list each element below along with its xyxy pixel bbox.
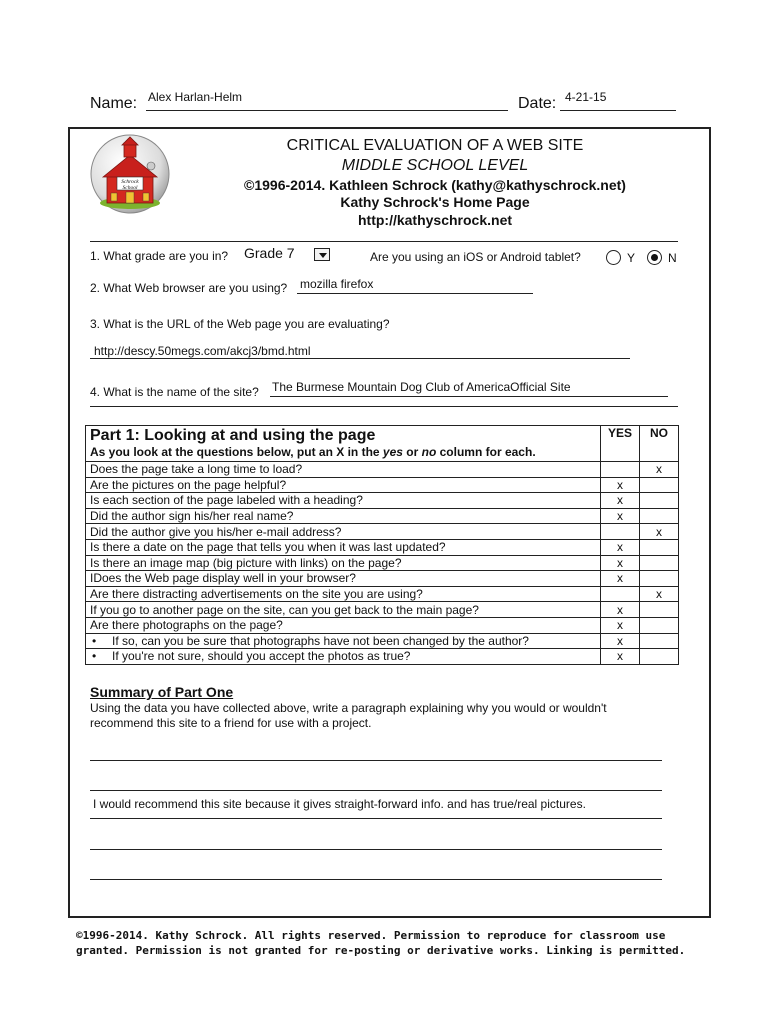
yes-cell[interactable] xyxy=(601,462,640,478)
question-text: Are there photographs on the page? xyxy=(90,618,283,633)
question-text: If so, can you be sure that photographs have not been changed by the author? xyxy=(112,633,529,648)
table-row xyxy=(86,586,679,602)
question-cell xyxy=(86,555,601,571)
instructions-no: no xyxy=(421,445,437,459)
table-row xyxy=(86,555,679,571)
question-text: Are the pictures on the page helpful? xyxy=(90,477,287,492)
summary-line-5 xyxy=(90,879,662,880)
title-line-1: CRITICAL EVALUATION OF A WEB SITE xyxy=(286,137,584,154)
table-row xyxy=(86,477,679,493)
url-line: http://kathyschrock.net xyxy=(357,212,513,228)
table-row xyxy=(86,462,679,478)
yes-cell[interactable]: x xyxy=(601,617,640,633)
yes-cell[interactable]: x xyxy=(601,477,640,493)
yes-column-header: YES xyxy=(601,426,640,462)
part1-table xyxy=(85,425,679,665)
yes-cell[interactable]: x xyxy=(601,539,640,555)
table-row xyxy=(86,617,679,633)
summary-line-4 xyxy=(90,849,662,850)
yes-cell[interactable]: x xyxy=(601,602,640,618)
question-cell xyxy=(86,493,601,509)
q3-label: 3. What is the URL of the Web page you are evaluating? xyxy=(90,317,390,331)
name-value[interactable]: Alex Harlan-Helm xyxy=(148,90,243,104)
tablet-yes-label: Y xyxy=(627,251,636,265)
question-cell xyxy=(86,462,601,478)
no-cell[interactable] xyxy=(640,602,679,618)
name-label: Name: xyxy=(90,95,138,112)
table-row xyxy=(86,524,679,540)
date-underline xyxy=(560,110,676,111)
homepage-line: Kathy Schrock's Home Page xyxy=(340,194,530,210)
no-cell[interactable] xyxy=(640,649,679,665)
url-input-value[interactable]: http://descy.50megs.com/akcj3/bmd.html xyxy=(94,344,311,358)
no-column-header: NO xyxy=(640,426,679,462)
date-value[interactable]: 4-21-15 xyxy=(565,90,607,104)
summary-heading: Summary of Part One xyxy=(90,684,234,700)
tablet-no-label: N xyxy=(668,251,677,265)
part1-header-row xyxy=(86,426,679,462)
table-row xyxy=(86,508,679,524)
tablet-question-label: Are you using an iOS or Android tablet? xyxy=(370,250,581,264)
part1-heading: Part 1: Looking at and using the page xyxy=(90,427,376,444)
yes-cell[interactable]: x xyxy=(601,555,640,571)
yes-cell[interactable]: x xyxy=(601,571,640,587)
question-cell xyxy=(86,586,601,602)
logo-text-line1: Schrock xyxy=(121,179,139,185)
table-row xyxy=(86,649,679,665)
question-text: Did the author give you his/her e-mail address? xyxy=(90,524,342,539)
table-row xyxy=(86,539,679,555)
question-text: Are there distracting advertisements on the site you are using? xyxy=(90,587,423,602)
logo-text-line2: School xyxy=(122,185,138,191)
question-text: Is there an image map (big picture with links) on the page? xyxy=(90,555,402,570)
tablet-no-radio[interactable] xyxy=(647,250,662,265)
name-underline xyxy=(146,110,508,111)
yes-cell[interactable]: x xyxy=(601,649,640,665)
table-row xyxy=(86,633,679,649)
footer-copyright: ©1996-2014. Kathy Schrock. All rights reserved. Permission to reproduce for classroom use granted. Permission is not granted for re-posting or derivative works. Linking is permitted. xyxy=(76,929,686,957)
bullet-icon: • xyxy=(92,633,97,648)
yes-cell[interactable]: x xyxy=(601,508,640,524)
question-cell xyxy=(86,571,601,587)
section-divider xyxy=(90,406,678,407)
no-cell[interactable] xyxy=(640,633,679,649)
yes-cell[interactable] xyxy=(601,586,640,602)
summary-line-2 xyxy=(90,790,662,791)
question-cell xyxy=(86,477,601,493)
no-cell[interactable]: x xyxy=(640,524,679,540)
no-cell[interactable] xyxy=(640,571,679,587)
part1-instructions xyxy=(90,445,596,460)
no-cell[interactable] xyxy=(640,508,679,524)
instructions-yes: yes xyxy=(382,445,403,459)
summary-instructions: Using the data you have collected above, write a paragraph explaining why you would or wouldn't recommend this site to a friend for use with a project. xyxy=(90,701,607,730)
q1-label: 1. What grade are you in? xyxy=(90,249,229,263)
no-cell[interactable] xyxy=(640,539,679,555)
school-logo-icon xyxy=(89,133,171,215)
q4-label: 4. What is the name of the site? xyxy=(90,385,259,399)
summary-answer[interactable]: I would recommend this site because it gives straight-forward info. and has true/real pictures. xyxy=(93,797,586,811)
instructions-mid: or xyxy=(402,445,422,459)
question-cell xyxy=(86,508,601,524)
title-divider xyxy=(90,241,678,242)
no-cell[interactable]: x xyxy=(640,462,679,478)
site-name-input-value[interactable]: The Burmese Mountain Dog Club of AmericaOfficial Site xyxy=(272,380,571,394)
radio-selected-dot xyxy=(651,254,658,261)
question-text: If you go to another page on the site, can you get back to the main page? xyxy=(90,602,479,617)
question-text: Is each section of the page labeled with a heading? xyxy=(90,493,363,508)
site-name-underline xyxy=(270,396,668,397)
no-cell[interactable] xyxy=(640,617,679,633)
date-label: Date: xyxy=(518,95,557,112)
question-cell xyxy=(86,602,601,618)
question-cell xyxy=(86,524,601,540)
q2-label: 2. What Web browser are you using? xyxy=(90,281,288,295)
question-text: IDoes the Web page display well in your browser? xyxy=(90,571,356,586)
question-text: If you're not sure, should you accept the photos as true? xyxy=(112,649,411,664)
yes-cell[interactable]: x xyxy=(601,493,640,509)
schrock-school-logo xyxy=(89,133,171,215)
grade-dropdown-button[interactable] xyxy=(314,248,330,261)
question-text: Is there a date on the page that tells you when it was last updated? xyxy=(90,540,446,555)
question-cell xyxy=(86,649,601,665)
question-cell xyxy=(86,539,601,555)
yes-cell[interactable] xyxy=(601,524,640,540)
browser-underline xyxy=(297,293,533,294)
tablet-yes-radio[interactable] xyxy=(606,250,621,265)
question-cell xyxy=(86,633,601,649)
summary-line-3 xyxy=(90,818,662,819)
summary-line-1 xyxy=(90,760,662,761)
url-underline xyxy=(90,358,630,359)
table-row xyxy=(86,493,679,509)
question-text: Does the page take a long time to load? xyxy=(90,462,303,477)
instructions-post: column for each. xyxy=(436,445,536,459)
question-cell xyxy=(86,617,601,633)
no-cell[interactable] xyxy=(640,477,679,493)
yes-cell[interactable]: x xyxy=(601,633,640,649)
bullet-icon: • xyxy=(92,649,97,664)
question-text: Did the author sign his/her real name? xyxy=(90,509,294,524)
no-cell[interactable] xyxy=(640,493,679,509)
browser-input-value[interactable]: mozilla firefox xyxy=(300,277,374,291)
no-cell[interactable]: x xyxy=(640,586,679,602)
table-row xyxy=(86,571,679,587)
copyright-line: ©1996-2014. Kathleen Schrock (kathy@kathyschrock.net) xyxy=(244,177,626,193)
instructions-pre: As you look at the questions below, put an X in the xyxy=(90,445,383,459)
no-cell[interactable] xyxy=(640,555,679,571)
grade-select-value[interactable]: Grade 7 xyxy=(244,245,295,261)
part1-heading-cell xyxy=(86,426,601,462)
table-row xyxy=(86,602,679,618)
title-line-2: MIDDLE SCHOOL LEVEL xyxy=(341,157,529,174)
